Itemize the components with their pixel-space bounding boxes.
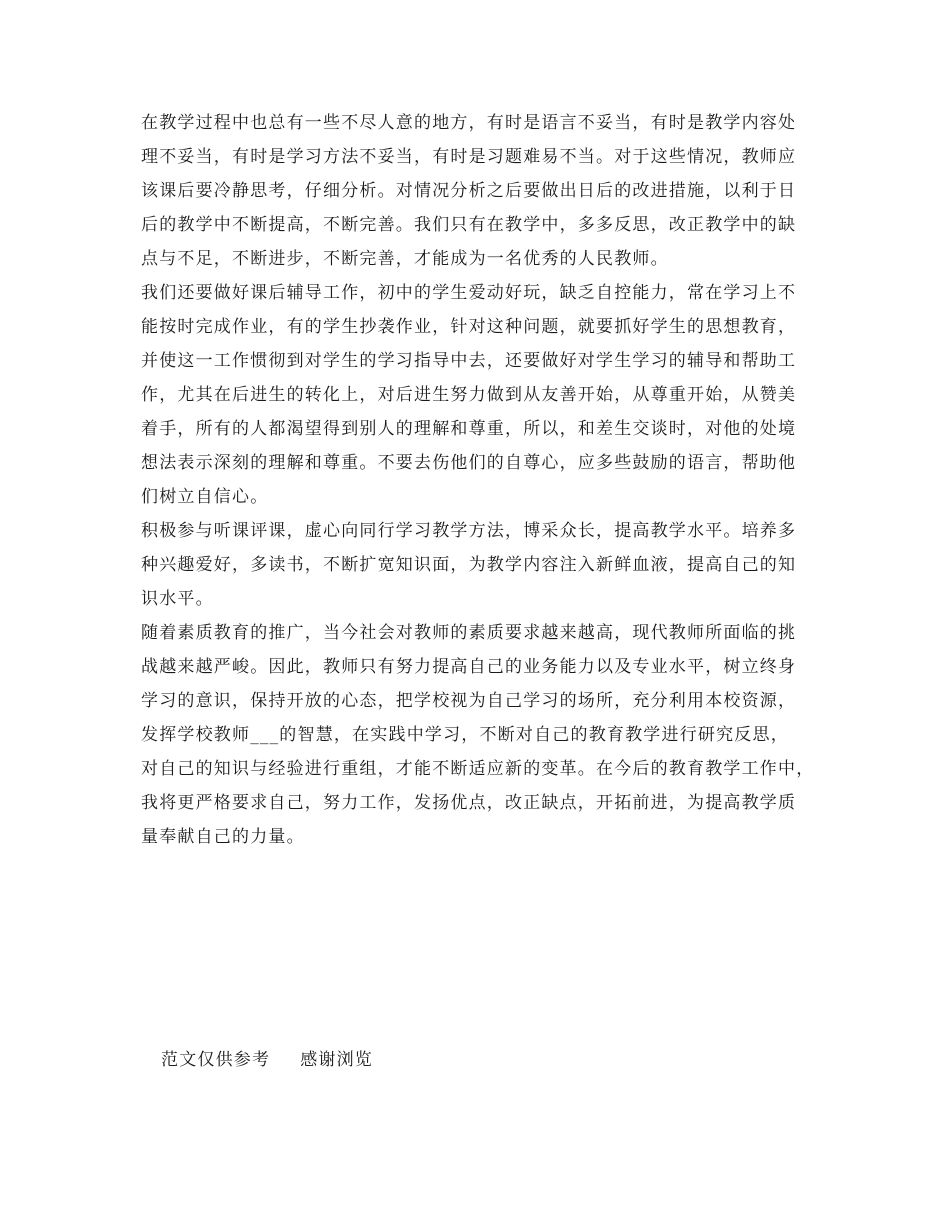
text-line: 积极参与听课评课，虚心向同行学习教学方法，博采众长，提高教学水平。培养多 <box>141 521 797 541</box>
text-line: 该课后要冷静思考，仔细分析。对情况分析之后要做出日后的改进措施，以利于日 <box>141 181 797 201</box>
footer-thanks: 感谢浏览 <box>300 1050 374 1070</box>
footer-note: 范文仅供参考 <box>161 1050 271 1070</box>
text-line: 作，尤其在后进生的转化上，对后进生努力做到从友善开始，从尊重开始，从赞美 <box>141 385 797 405</box>
paragraph-1 <box>141 106 821 276</box>
text-line: 后的教学中不断提高，不断完善。我们只有在教学中，多多反思，改正教学中的缺 <box>141 215 797 235</box>
text-line: 学习的意识，保持开放的心态，把学校视为自己学习的场所，充分利用本校资源， <box>141 691 797 711</box>
paragraph-4 <box>141 616 821 854</box>
text-line: 我将更严格要求自己，努力工作，发扬优点，改正缺点，开拓前进，为提高教学质 <box>141 793 797 813</box>
paragraph-3 <box>141 514 821 616</box>
text-line: 能按时完成作业，有的学生抄袭作业，针对这种问题，就要抓好学生的思想教育， <box>141 317 797 337</box>
paragraph-2 <box>141 276 821 514</box>
text-line: 对自己的知识与经验进行重组，才能不断适应新的变革。在今后的教育教学工作中， <box>141 759 815 779</box>
text-line: 随着素质教育的推广，当今社会对教师的素质要求越来越高，现代教师所面临的挑 <box>141 623 797 643</box>
text-line: 并使这一工作惯彻到对学生的学习指导中去，还要做好对学生学习的辅导和帮助工 <box>141 351 797 371</box>
text-line: 着手，所有的人都渴望得到别人的理解和尊重，所以，和差生交谈时，对他的处境 <box>141 419 797 439</box>
text-line: 发挥学校教师___的智慧，在实践中学习，不断对自己的教育教学进行研究反思， <box>141 725 789 745</box>
text-line: 们树立自信心。 <box>141 487 269 507</box>
text-line: 理不妥当，有时是学习方法不妥当，有时是习题难易不当。对于这些情况，教师应 <box>141 147 797 167</box>
text-line: 点与不足，不断进步，不断完善，才能成为一名优秀的人民教师。 <box>141 249 669 269</box>
text-line: 量奉献自己的力量。 <box>141 827 305 847</box>
text-line: 战越来越严峻。因此，教师只有努力提高自己的业务能力以及专业水平，树立终身 <box>141 657 797 677</box>
text-line: 想法表示深刻的理解和尊重。不要去伤他们的自尊心，应多些鼓励的语言，帮助他 <box>141 453 797 473</box>
text-line: 识水平。 <box>141 589 214 609</box>
text-line: 在教学过程中也总有一些不尽人意的地方，有时是语言不妥当，有时是教学内容处 <box>141 113 797 133</box>
document-footer <box>161 1043 373 1077</box>
text-line: 种兴趣爱好，多读书，不断扩宽知识面，为教学内容注入新鲜血液，提高自己的知 <box>141 555 797 575</box>
text-line: 我们还要做好课后辅导工作，初中的学生爱动好玩，缺乏自控能力，常在学习上不 <box>141 283 797 303</box>
document-body <box>141 106 821 854</box>
